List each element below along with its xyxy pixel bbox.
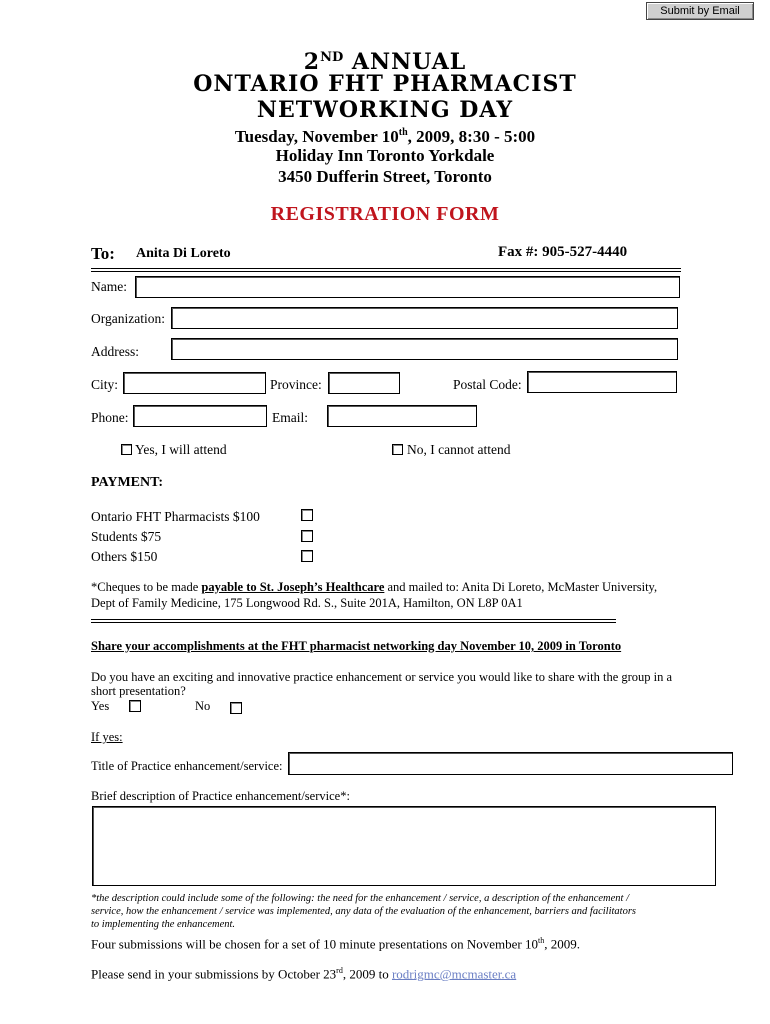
province-field[interactable] xyxy=(328,372,400,394)
divider-bottom xyxy=(91,271,681,272)
name-label: Name: xyxy=(91,279,127,294)
city-label: City: xyxy=(91,377,119,392)
description-footnote-line3: to implementing the enhancement. xyxy=(91,919,236,930)
title-superscript: ND xyxy=(320,50,344,65)
event-venue: Holiday Inn Toronto Yorkdale xyxy=(275,146,495,165)
submissions-post: , 2009. xyxy=(544,936,580,952)
share-no-checkbox[interactable] xyxy=(230,702,242,714)
email-link[interactable]: rodrigmc@mcmaster.ca xyxy=(391,966,517,982)
event-title-line3: NETWORKING DAY xyxy=(256,97,514,123)
submissions-note xyxy=(91,934,691,951)
payment-option-others: Others $150 xyxy=(91,549,158,564)
payment-students-checkbox[interactable] xyxy=(301,530,313,542)
event-address: 3450 Dufferin Street, Toronto xyxy=(278,167,492,186)
fax-number: Fax #: 905-527-4440 xyxy=(498,244,628,260)
event-date-sup: th xyxy=(398,127,408,138)
to-name: Anita Di Loreto xyxy=(136,246,231,261)
payment-heading: PAYMENT: xyxy=(91,475,164,490)
payment-others-checkbox[interactable] xyxy=(301,550,313,562)
share-heading: Share your accomplishments at the FHT pharmacist networking day November 10, 2009 in Toronto xyxy=(91,639,622,653)
organization-label: Organization: xyxy=(91,311,165,326)
payment-option-students: Students $75 xyxy=(91,529,162,544)
event-title-line1 xyxy=(0,46,770,74)
attend-yes-checkbox[interactable] xyxy=(121,444,132,455)
name-field[interactable] xyxy=(135,276,680,298)
share-question-line2: short presentation? xyxy=(91,684,186,698)
submissions-sup: th xyxy=(538,936,545,945)
province-label: Province: xyxy=(270,377,322,392)
cheque-text-post: and mailed to: Anita Di Loreto, McMaster University, xyxy=(384,580,658,594)
city-field[interactable] xyxy=(123,372,266,394)
email-field[interactable] xyxy=(327,405,477,427)
payment-option-pharmacists: Ontario FHT Pharmacists $100 xyxy=(91,509,260,524)
email-label: Email: xyxy=(272,410,308,425)
send-sup: rd xyxy=(336,966,343,975)
share-yes-checkbox[interactable] xyxy=(129,700,141,712)
cheque-text-pre: *Cheques to be made xyxy=(91,580,202,594)
title-annual: ANNUAL xyxy=(343,49,467,75)
submissions-pre: Four submissions will be chosen for a set of 10 minute presentations on November 10 xyxy=(91,936,538,952)
share-question-line1: Do you have an exciting and innovative practice enhancement or service you would like to share with the group in a xyxy=(91,670,673,684)
cheque-address: Dept of Family Medicine, 175 Longwood Rd. S., Suite 201A, Hamilton, ON L8P 0A1 xyxy=(91,596,523,610)
description-footnote-line1: *the description could include some of the following: the need for the enhancement / service, a description of the enhancement / xyxy=(91,893,629,904)
title-number: 2 xyxy=(303,49,321,75)
practice-description-label: Brief description of Practice enhancement/service*: xyxy=(91,789,350,803)
if-yes-label: If yes: xyxy=(91,730,123,744)
registration-form-title: REGISTRATION FORM xyxy=(270,203,500,225)
attend-yes-label: Yes, I will attend xyxy=(135,442,227,457)
event-date-pre: Tuesday, November 10 xyxy=(234,127,399,146)
attend-no-label: No, I cannot attend xyxy=(407,442,511,457)
event-date-post: , 2009, 8:30 - 5:00 xyxy=(407,127,536,146)
practice-title-field[interactable] xyxy=(288,752,733,775)
send-mid: , 2009 to xyxy=(342,966,392,982)
share-yes-label: Yes xyxy=(91,699,110,713)
send-note xyxy=(91,964,691,981)
phone-field[interactable] xyxy=(133,405,267,427)
practice-description-field[interactable] xyxy=(92,806,716,886)
event-date xyxy=(0,123,770,147)
to-label: To: xyxy=(91,244,115,263)
address-label: Address: xyxy=(91,344,139,359)
submit-by-email-button[interactable]: Submit by Email xyxy=(646,2,754,20)
cheque-payable-to: payable to St. Joseph’s Healthcare xyxy=(201,580,385,594)
organization-field[interactable] xyxy=(171,307,678,329)
practice-title-label: Title of Practice enhancement/service: xyxy=(91,759,283,773)
attend-no-checkbox[interactable] xyxy=(392,444,403,455)
address-field[interactable] xyxy=(171,338,678,360)
postal-code-field[interactable] xyxy=(527,371,677,393)
cheque-instructions xyxy=(91,579,691,595)
description-footnote-line2: service, how the enhancement / service was implemented, any data of the evaluation of the enhancement, barriers and facilitators xyxy=(91,906,637,917)
section-divider-bottom xyxy=(91,622,616,623)
payment-pharmacists-checkbox[interactable] xyxy=(301,509,313,521)
phone-label: Phone: xyxy=(91,410,129,425)
divider-top xyxy=(91,268,681,269)
event-title-line2: ONTARIO FHT PHARMACIST xyxy=(193,71,577,97)
share-no-label: No xyxy=(195,699,211,713)
postal-code-label: Postal Code: xyxy=(453,377,522,392)
section-divider-top xyxy=(91,619,616,620)
send-pre: Please send in your submissions by October 23 xyxy=(91,966,337,982)
